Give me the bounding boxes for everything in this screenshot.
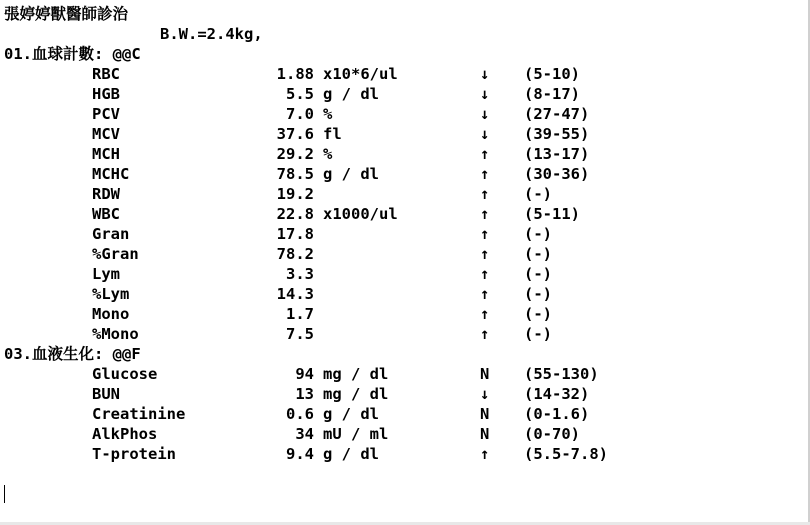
test-name: BUN — [92, 385, 120, 403]
result-row — [0, 364, 810, 384]
reference-range: (-) — [524, 305, 552, 323]
test-flag: ↓ — [480, 65, 490, 83]
reference-range: (55-130) — [524, 365, 599, 383]
test-unit: g / dl — [323, 405, 379, 423]
reference-range: (27-47) — [524, 105, 590, 123]
test-name: AlkPhos — [92, 425, 158, 443]
result-row — [0, 104, 810, 124]
test-name: WBC — [92, 205, 120, 223]
test-flag: ↓ — [480, 385, 490, 403]
test-value: 94 — [295, 365, 314, 383]
report-title: 張婷婷獸醫師診治 — [4, 5, 129, 23]
result-row — [0, 124, 810, 144]
test-value: 0.6 — [286, 405, 314, 423]
result-row — [0, 284, 810, 304]
test-unit: g / dl — [323, 85, 379, 103]
test-value: 29.2 — [276, 145, 314, 163]
result-row — [0, 424, 810, 444]
reference-range: (14-32) — [524, 385, 590, 403]
test-name: MCH — [92, 145, 120, 163]
test-value: 1.7 — [286, 305, 314, 323]
result-row — [0, 444, 810, 464]
test-name: Mono — [92, 305, 130, 323]
test-flag: ↓ — [480, 125, 490, 143]
reference-range: (5.5-7.8) — [524, 445, 608, 463]
reference-range: (0-1.6) — [524, 405, 590, 423]
test-unit: % — [323, 145, 333, 163]
test-name: T-protein — [92, 445, 176, 463]
result-row — [0, 324, 810, 344]
test-unit: mg / dl — [323, 365, 389, 383]
test-name: MCV — [92, 125, 120, 143]
reference-range: (30-36) — [524, 165, 590, 183]
result-row — [0, 144, 810, 164]
reference-range: (5-10) — [524, 65, 580, 83]
test-flag: ↑ — [480, 205, 490, 223]
body-weight: B.W.=2.4kg, — [160, 25, 263, 43]
test-value: 9.4 — [286, 445, 314, 463]
test-flag: ↑ — [480, 325, 490, 343]
test-value: 1.88 — [276, 65, 314, 83]
test-name: PCV — [92, 105, 120, 123]
test-flag: N — [480, 365, 490, 383]
test-unit: g / dl — [323, 445, 379, 463]
test-name: %Mono — [92, 325, 139, 343]
test-value: 34 — [295, 425, 314, 443]
result-row — [0, 384, 810, 404]
test-flag: ↑ — [480, 245, 490, 263]
test-flag: ↑ — [480, 305, 490, 323]
section-heading-chemistry: 03.血液生化: @@F — [4, 345, 141, 363]
test-flag: ↑ — [480, 145, 490, 163]
result-row — [0, 204, 810, 224]
result-row — [0, 404, 810, 424]
test-flag: ↑ — [480, 225, 490, 243]
test-unit: x10*6/ul — [323, 65, 398, 83]
test-name: HGB — [92, 85, 120, 103]
test-name: Glucose — [92, 365, 158, 383]
reference-range: (8-17) — [524, 85, 580, 103]
reference-range: (13-17) — [524, 145, 590, 163]
test-value: 5.5 — [286, 85, 314, 103]
test-value: 37.6 — [276, 125, 314, 143]
reference-range: (-) — [524, 325, 552, 343]
test-value: 78.5 — [276, 165, 314, 183]
test-value: 13 — [295, 385, 314, 403]
test-name: %Gran — [92, 245, 139, 263]
test-flag: N — [480, 405, 490, 423]
test-flag: ↓ — [480, 85, 490, 103]
reference-range: (-) — [524, 265, 552, 283]
test-name: Creatinine — [92, 405, 186, 423]
reference-range: (5-11) — [524, 205, 580, 223]
test-name: RDW — [92, 185, 120, 203]
test-flag: ↑ — [480, 165, 490, 183]
reference-range: (0-70) — [524, 425, 580, 443]
test-unit: % — [323, 105, 333, 123]
test-flag: ↑ — [480, 445, 490, 463]
test-name: Lym — [92, 265, 120, 283]
reference-range: (-) — [524, 185, 552, 203]
test-unit: x1000/ul — [323, 205, 398, 223]
test-name: %Lym — [92, 285, 130, 303]
section-heading-cbc: 01.血球計數: @@C — [4, 45, 141, 63]
test-value: 17.8 — [276, 225, 314, 243]
test-name: MCHC — [92, 165, 130, 183]
test-name: Gran — [92, 225, 130, 243]
test-unit: mg / dl — [323, 385, 389, 403]
test-unit: fl — [323, 125, 342, 143]
result-row — [0, 304, 810, 324]
test-value: 7.5 — [286, 325, 314, 343]
test-value: 78.2 — [276, 245, 314, 263]
test-flag: ↑ — [480, 265, 490, 283]
test-flag: N — [480, 425, 490, 443]
reference-range: (-) — [524, 285, 552, 303]
text-cursor — [4, 485, 5, 503]
result-row — [0, 224, 810, 244]
test-value: 19.2 — [276, 185, 314, 203]
result-row — [0, 64, 810, 84]
reference-range: (-) — [524, 225, 552, 243]
reference-range: (-) — [524, 245, 552, 263]
result-row — [0, 264, 810, 284]
test-value: 7.0 — [286, 105, 314, 123]
result-row — [0, 84, 810, 104]
test-flag: ↑ — [480, 285, 490, 303]
test-value: 22.8 — [276, 205, 314, 223]
test-flag: ↑ — [480, 185, 490, 203]
test-unit: mU / ml — [323, 425, 389, 443]
test-value: 14.3 — [276, 285, 314, 303]
test-unit: g / dl — [323, 165, 379, 183]
test-name: RBC — [92, 65, 120, 83]
test-flag: ↓ — [480, 105, 490, 123]
result-row — [0, 244, 810, 264]
result-row — [0, 184, 810, 204]
reference-range: (39-55) — [524, 125, 590, 143]
result-row — [0, 164, 810, 184]
test-value: 3.3 — [286, 265, 314, 283]
